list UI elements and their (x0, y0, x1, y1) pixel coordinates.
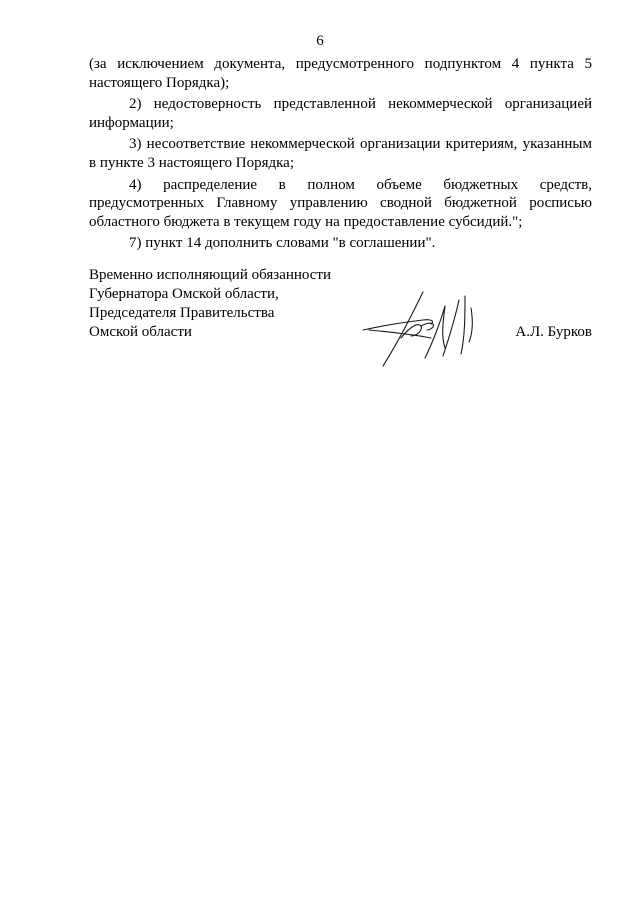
page-number: 6 (316, 33, 324, 49)
handwritten-signature (361, 286, 501, 371)
paragraph-item-3: 3) несоответствие некоммерческой организации критериям, указанным в пункте 3 настоящего Порядка; (89, 136, 592, 171)
signer-title-line-1: Временно исполняющий обязанности (89, 267, 332, 283)
signer-title-line-3: Председателя Правительства (89, 305, 275, 321)
paragraph-continuation: (за исключением документа, предусмотренного подпунктом 4 пункта 5 настоящего Порядка); (89, 56, 592, 91)
signer-name: А.Л. Бурков (515, 324, 592, 340)
paragraph-item-4: 4) распределение в полном объеме бюджетных средств, предусмотренных Главному управлению сводной бюджетной росписью областного бюджета в текущем году на предоставление субсидий."; (89, 176, 592, 230)
signature-block (89, 266, 592, 366)
paragraph-item-2: 2) недостоверность представленной некоммерческой организацией информации; (89, 96, 592, 131)
document-body (89, 55, 592, 256)
paragraph-item-7: 7) пункт 14 дополнить словами "в соглашении". (129, 235, 436, 252)
signer-title-line-2: Губернатора Омской области, (89, 286, 279, 302)
signer-title-line-4: Омской области (89, 324, 192, 340)
